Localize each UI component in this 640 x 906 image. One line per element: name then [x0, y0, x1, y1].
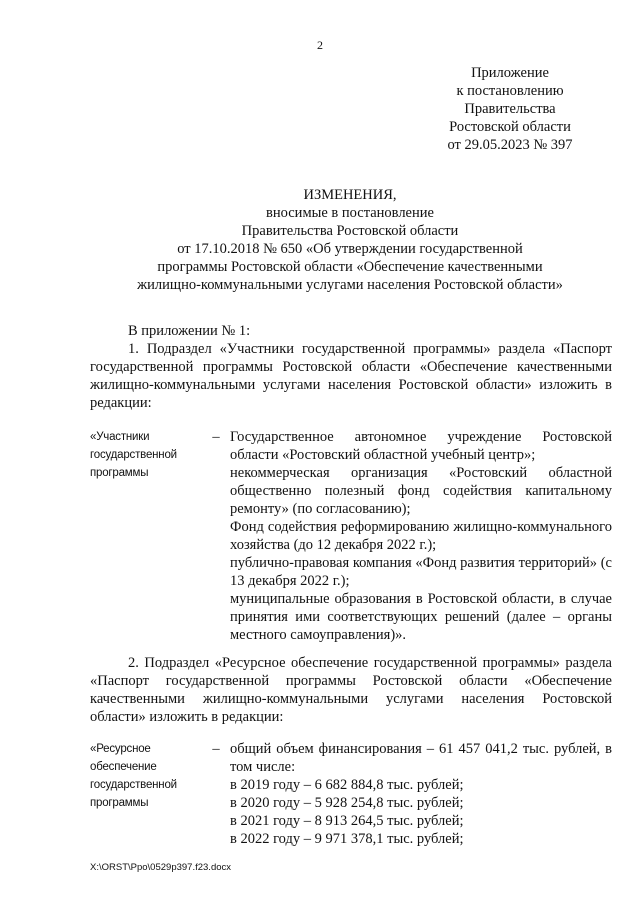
- label-line: обеспечение: [90, 761, 157, 773]
- label-dash: –: [212, 741, 220, 757]
- participant-entry: Государственное автономное учреждение Ростовской области «Ростовский областной учебный центр»;: [230, 429, 612, 463]
- label-line: государственной: [90, 779, 177, 791]
- funding-entry: в 2022 году – 9 971 378,1 тыс. рублей;: [230, 831, 464, 847]
- label-dash: –: [212, 429, 220, 445]
- participant-entry: муниципальные образования в Ростовской области, в случае принятия ими соответствующих решений (далее – органы местного самоуправления)».: [230, 591, 612, 643]
- title-line: от 17.10.2018 № 650 «Об утверждении государственной: [177, 241, 523, 257]
- funding-entry: общий объем финансирования – 61 457 041,2 тыс. рублей, в том числе:: [230, 741, 612, 775]
- annex-line: от 29.05.2023 № 397: [447, 137, 573, 153]
- funding-entry: в 2020 году – 5 928 254,8 тыс. рублей;: [230, 795, 464, 811]
- label-line: «Ресурсное: [90, 743, 151, 755]
- annex-line: к постановлению: [456, 83, 564, 99]
- label-line: государственной: [90, 449, 177, 461]
- item-2-paragraph: 2. Подраздел «Ресурсное обеспечение государственной программы» раздела «Паспорт государственной программы Ростовской области «Обеспечение качественными жилищно-коммунальными услугами населения Ростовской области» изложить в редакции:: [90, 655, 612, 725]
- document-title: [80, 186, 620, 294]
- intro-paragraph: В приложении № 1:: [128, 323, 251, 339]
- label-line: программы: [90, 467, 149, 479]
- title-line: ИЗМЕНЕНИЯ,: [303, 187, 397, 203]
- participants-label: [90, 428, 200, 482]
- annex-line: Правительства: [464, 101, 556, 117]
- resources-label: [90, 740, 200, 812]
- funding-entry: в 2021 году – 8 913 264,5 тыс. рублей;: [230, 813, 464, 829]
- participant-entry: публично-правовая компания «Фонд развития территорий» (с 13 декабря 2022 г.);: [230, 555, 612, 589]
- label-line: «Участники: [90, 431, 150, 443]
- file-path-footer: X:\ORST\Ppo\0529p397.f23.docx: [90, 862, 232, 873]
- title-line: вносимые в постановление: [266, 205, 434, 221]
- page-number: 2: [317, 38, 323, 52]
- funding-entry: в 2019 году – 6 682 884,8 тыс. рублей;: [230, 777, 464, 793]
- title-line: Правительства Ростовской области: [241, 223, 459, 239]
- participant-entry: некоммерческая организация «Ростовский областной общественно полезный фонд содействия капитальному ремонту» (по согласованию);: [230, 465, 612, 517]
- annex-header: [418, 64, 602, 154]
- participant-entry: Фонд содействия реформированию жилищно-коммунального хозяйства (до 12 декабря 2022 г.);: [230, 519, 612, 553]
- item-1-paragraph: 1. Подраздел «Участники государственной программы» раздела «Паспорт государственной программы Ростовской области «Обеспечение качественными жилищно-коммунальными услугами населения Ростовской области» изложить в редакции:: [90, 341, 612, 411]
- label-line: программы: [90, 797, 149, 809]
- section-2: [90, 654, 612, 726]
- annex-line: Ростовской области: [449, 119, 571, 135]
- section-1: [90, 322, 612, 412]
- title-line: жилищно-коммунальными услугами населения Ростовской области»: [137, 277, 563, 293]
- participants-values: [230, 428, 612, 644]
- annex-line: Приложение: [471, 65, 549, 81]
- resources-values: [230, 740, 612, 848]
- title-line: программы Ростовской области «Обеспечение качественными: [157, 259, 543, 275]
